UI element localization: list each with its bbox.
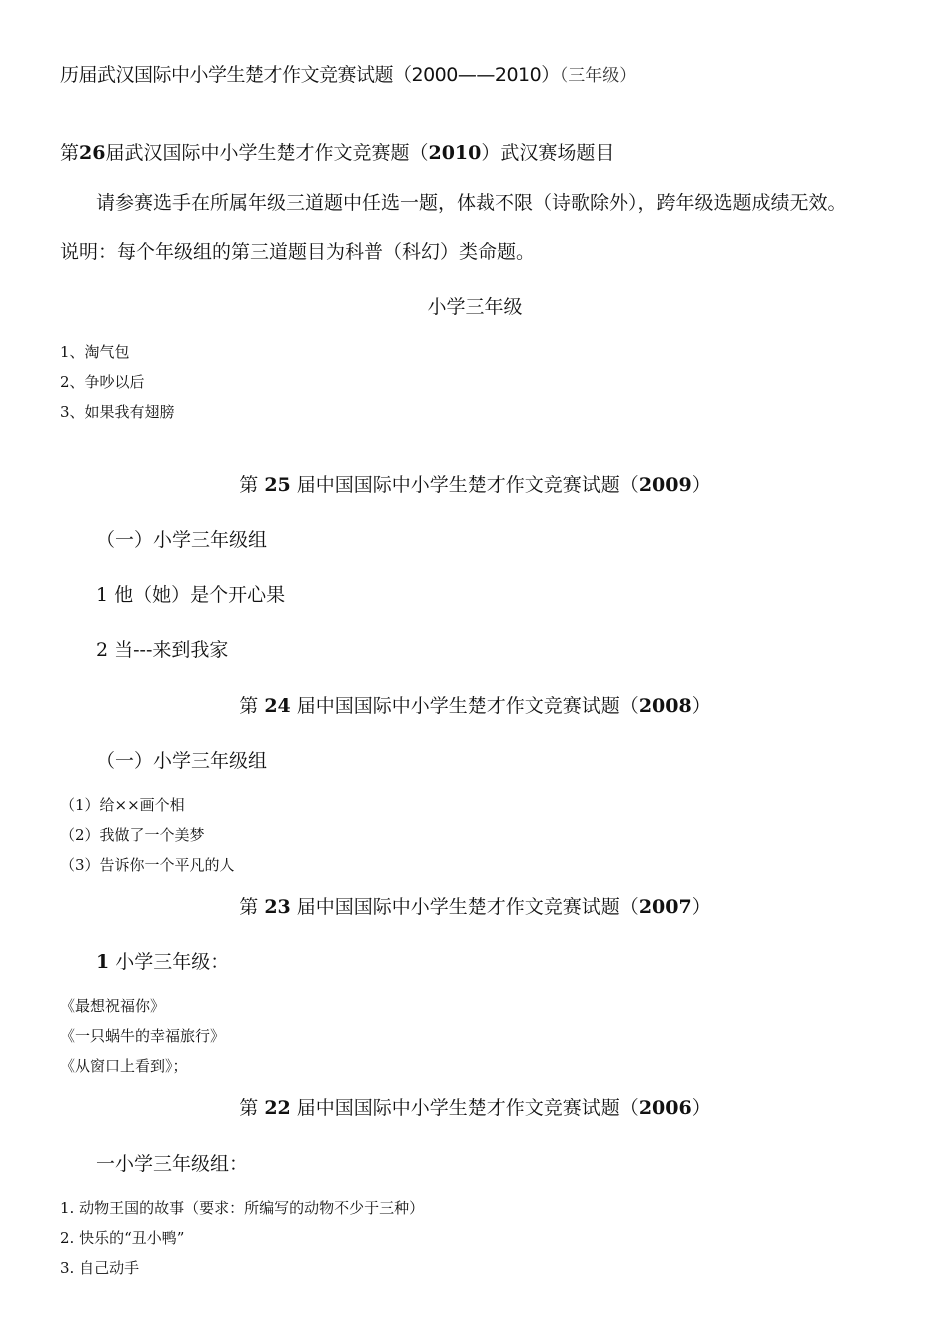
list-item: 《最想祝福你》	[60, 997, 166, 1015]
section-26-note: 说明：每个年级组的第三道题目为科普（科幻）类命题。	[60, 241, 536, 263]
section-26-heading: 第26届武汉国际中小学生楚才作文竞赛题（2010）武汉赛场题目	[60, 142, 615, 164]
title-grade: （三年级）	[559, 66, 637, 86]
section-23-group: 1 小学三年级：	[96, 951, 230, 973]
list-item: 3. 自己动手	[60, 1259, 140, 1277]
section-24-heading: 第 24 届中国国际中小学生楚才作文竞赛试题（2008）	[239, 695, 711, 717]
document-title	[60, 66, 636, 85]
section-24-group: （一）小学三年级组	[96, 750, 268, 772]
list-item: 1、淘气包	[60, 343, 130, 361]
list-item: 2. 快乐的“丑小鸭”	[60, 1229, 185, 1247]
section-22-group: 一小学三年级组：	[96, 1153, 249, 1175]
list-item: 3、如果我有翅膀	[60, 403, 175, 421]
list-item: 1 他（她）是个开心果	[96, 584, 286, 606]
section-25-group: （一）小学三年级组	[96, 529, 268, 551]
list-item: 2 当---来到我家	[96, 639, 229, 661]
list-item: 2、争吵以后	[60, 373, 145, 391]
section-25-heading: 第 25 届中国国际中小学生楚才作文竞赛试题（2009）	[239, 474, 711, 496]
section-22-heading: 第 22 届中国国际中小学生楚才作文竞赛试题（2006）	[239, 1097, 711, 1119]
list-item: （2）我做了一个美梦	[60, 826, 205, 844]
title-text: 历届武汉国际中小学生楚才作文竞赛试题（2000——2010）	[60, 64, 560, 86]
list-item: （3）告诉你一个平凡的人	[60, 856, 235, 874]
list-item: 《从窗口上看到》；	[60, 1057, 188, 1075]
list-item: 《一只蜗牛的幸福旅行》	[60, 1027, 226, 1045]
list-item: （1）给××画个相	[60, 796, 185, 814]
section-26-instruction: 请参赛选手在所属年级三道题中任选一题，体裁不限（诗歌除外），跨年级选题成绩无效。	[96, 192, 847, 214]
section-26-grade: 小学三年级	[427, 296, 523, 318]
list-item: 1. 动物王国的故事（要求：所编写的动物不少于三种）	[60, 1199, 425, 1217]
section-23-heading: 第 23 届中国国际中小学生楚才作文竞赛试题（2007）	[239, 896, 711, 918]
